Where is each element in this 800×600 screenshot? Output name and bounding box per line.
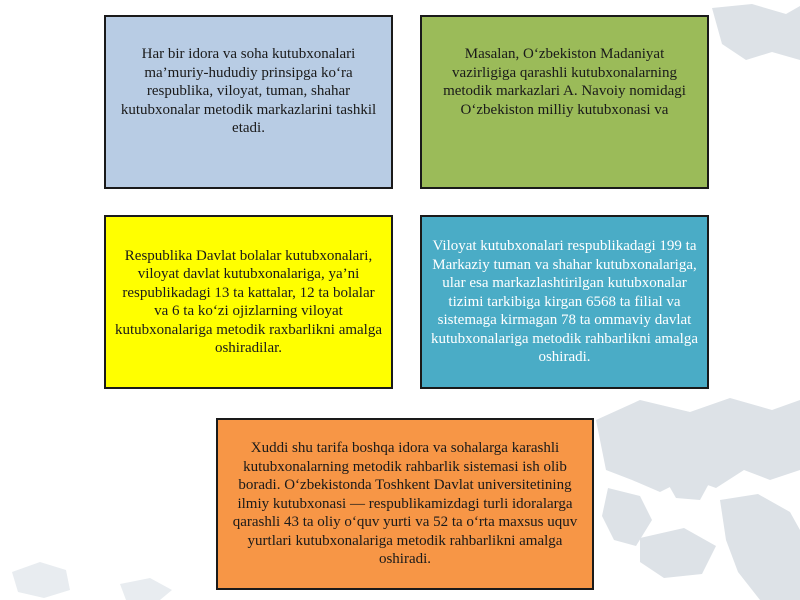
info-box-3-text: Respublika Davlat bolalar kutubxonalari, viloyat davlat kutubxonalariga, ya’ni respublikadagi 13 ta kattalar, 12 ta bolalar va 6 ta ko‘zi ojizlarning viloyat kutubxonalariga metodik raxbarlikni amalga oshiradilar.: [115, 247, 382, 356]
info-box-4-text: Viloyat kutubxonalari respublikadagi 199 ta Markaziy tuman va shahar kutubxonalariga, ular esa markazlashtirilgan kutubxonalar tizimi tarkibiga kirgan 6568 ta filial va sistemaga kirmagan 78 ta ommaviy davlat kutubxonalariga metodik rahbarlikni amalga oshiradi.: [431, 238, 698, 366]
info-box-1: [104, 15, 393, 189]
info-box-2: [420, 15, 709, 189]
info-box-3: [104, 215, 393, 389]
info-box-4: [420, 215, 709, 389]
info-box-1-text: Har bir idora va soha kutubxonalari ma’muriy-hududiy prinsipga ko‘ra respublika, viloyat, tuman, shahar kutubxonalar metodik markazlarini tashkil etadi.: [120, 46, 377, 136]
info-box-2-text: Masalan, O‘zbekiston Madaniyat vazirligiga qarashli kutubxonalarning metodik markazlari A. Navoiy nomidagi O‘zbekiston milliy kutubxonasi va: [443, 46, 686, 118]
info-box-5-text: Xuddi shu tarifa boshqa idora va sohalarga karashli kutubxonalarning metodik rahbarlik sistemasi ish olib boradi. O‘zbekistonda Toshkent Davlat universitetining ilmiy kutubxonasi — respublikamizdagi turli idoralarga qarashli 43 ta oliy o‘quv yurti va 52 ta o‘rta maxsus uquv yurtlari kutubxonalariga metodik rahbarlikni amalga oshiradi.: [232, 440, 578, 568]
info-box-5: [216, 418, 594, 590]
